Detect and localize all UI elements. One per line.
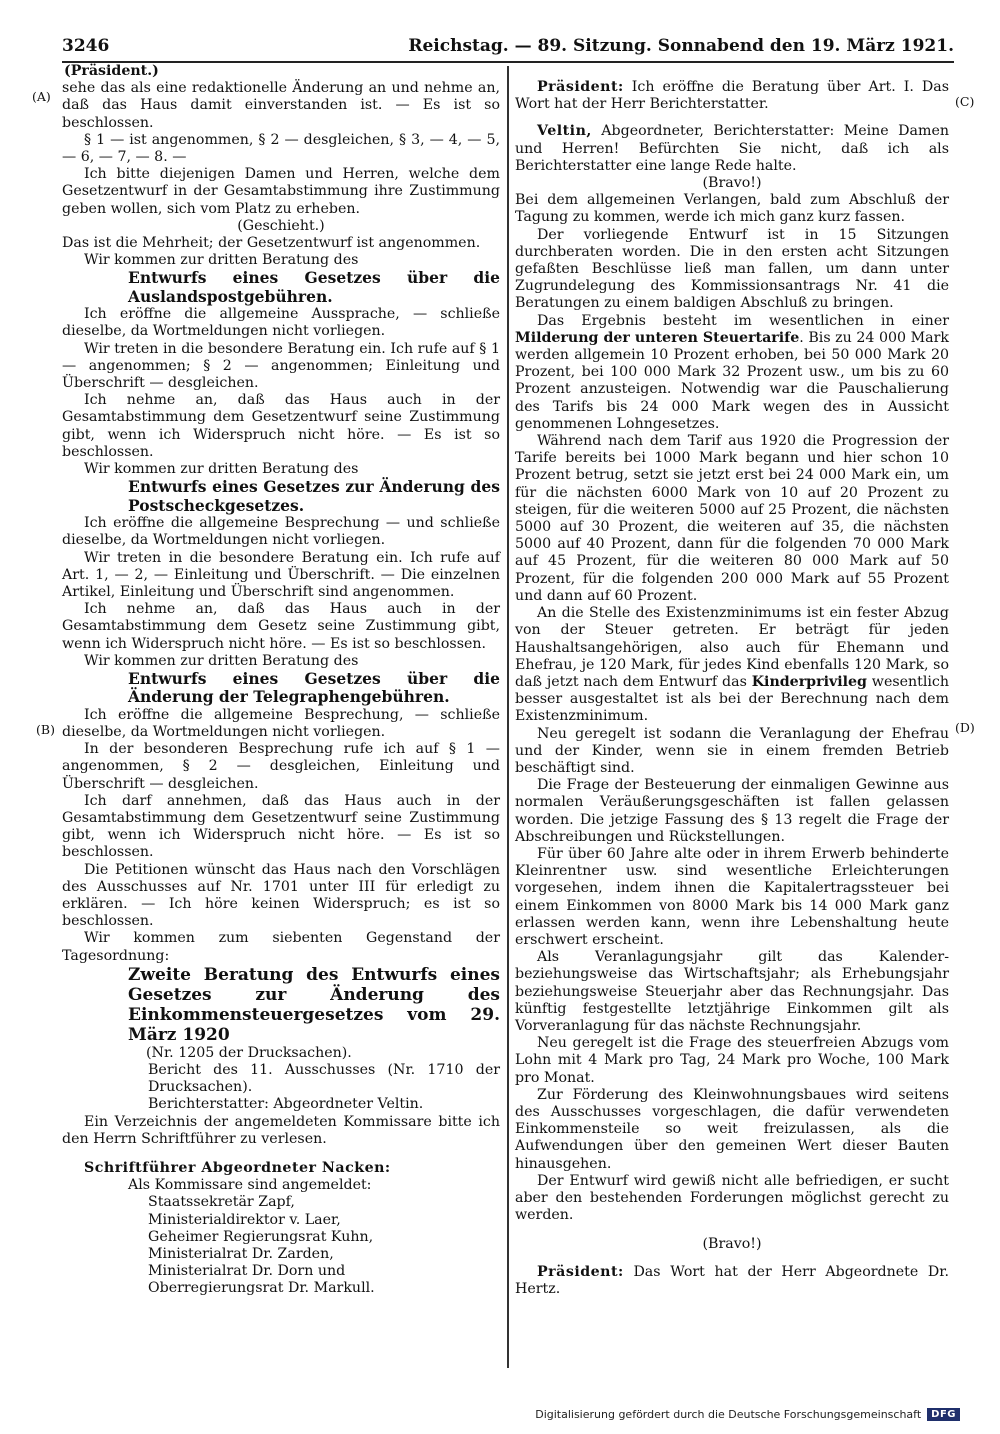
speech-text: wesentlich besser ausgestaltet ist als bei der Berechnung nach dem Existenzminimum. (515, 673, 950, 725)
agenda-item-title: Entwurfs eines Gesetzes über die Änderung der Telegraphengebühren. (128, 668, 500, 707)
paragraph: Die Petitionen wünscht das Haus nach den Vorschlägen des Ausschusses auf Nr. 1701 unter III für erledigt zu erklären. — Ich höre keinen Widerspruch; es ist so beschlossen. (62, 861, 500, 930)
emphasis-text: Kinderprivileg (751, 673, 867, 690)
speaker-line (62, 1160, 500, 1177)
left-column (62, 63, 500, 1298)
digitization-footer (535, 1408, 960, 1421)
funding-note: Digitalisierung gefördert durch die Deutsche Forschungsgemeinschaft (535, 1408, 922, 1421)
agenda-item-title: Zweite Beratung des Entwurfs eines Gesetzes zur Änderung des Einkommensteuergesetzes vom 29. März 1920 (128, 964, 500, 1045)
margin-mark-d: (D) (955, 720, 975, 735)
paragraph (515, 313, 949, 433)
paragraph (515, 79, 949, 113)
paragraph: Der Entwurf wird gewiß nicht alle befriedigen, er sucht aber den bestehenden Forderungen möglichst gerecht zu werden. (515, 1172, 949, 1224)
list-item: Geheimer Regierungsrat Kuhn, (148, 1228, 374, 1245)
paragraph: Ich eröffne die allgemeine Aussprache, — schließe dieselbe, da Wortmeldungen nicht vorliegen. (62, 306, 500, 340)
paragraph: Ich bitte diejenigen Damen und Herren, welche dem Gesetzentwurf in der Gesamtabstimmung ihre Zustimmung geben wollen, sich vom Platz zu erheben. (62, 166, 500, 217)
document-reference: (Nr. 1205 der Drucksachen). (146, 1044, 352, 1061)
running-title: Reichstag. — 89. Sitzung. Sonnabend den 19. März 1921. (408, 36, 954, 56)
speech-text: Abgeordneter, Berichterstatter: Meine Damen und Herren! Befürchten Sie nicht, daß ich als Berichterstatter eine lange Rede halte. (515, 123, 949, 174)
paragraph: Ich eröffne die allgemeine Besprechung — und schließe dieselbe, da Wortmeldungen nicht vorliegen. (62, 515, 500, 549)
paragraph (515, 123, 949, 175)
speech-text: An die Stelle des Existenzminimums ist ein fester Abzug von der Steuer getreten. Er beträgt für jeden Haushaltsangehörigen, also auch für Ehemann und Ehefrau, je 120 Mark, für jedes Kind ebenfalls 120 Mark, so daß jetzt nach dem Entwurf das (515, 605, 949, 690)
paragraph: Als Kommissare sind angemeldet: (128, 1177, 372, 1194)
paragraph (515, 605, 949, 725)
speaker-name: Präsident: (537, 1263, 624, 1280)
paragraph: Das ist die Mehrheit; der Gesetzentwurf ist angenommen. (62, 235, 481, 252)
speaker-name: Veltin, (537, 123, 592, 140)
list-item: Oberregierungsrat Dr. Markull. (148, 1280, 375, 1297)
speaker-continuation: (Präsident.) (64, 63, 159, 79)
stage-direction: (Bravo!) (702, 1236, 762, 1253)
agenda-item-title: Entwurfs eines Gesetzes zur Änderung des Postscheckgesetzes. (128, 477, 500, 515)
paragraph: Während nach dem Tarif aus 1920 die Progression der Tarife bereits bei 1000 Mark begann und hier schon 10 Prozent betrug, setzt sie jetzt erst bei 24 000 Mark ein, um für die nächsten 6000 Mark von 10 auf 20 Prozent zu steigen, für die weiteren 5000 auf 25 Prozent, die nächsten 5000 auf 30 Prozent, die weiteren auf 35, die nächsten 5000 auf 40 Prozent, dann für die folgenden 70 000 Mark auf 45 Prozent, für die weiteren 80 000 Mark auf 50 Prozent, für die folgenden 200 000 Mark auf 55 Prozent und dann auf 60 Prozent. (515, 433, 949, 604)
stage-direction: (Bravo!) (702, 175, 762, 192)
speech-text: Das Ergebnis besteht im wesentlichen in einer (537, 312, 949, 329)
paragraph: Als Veranlagungsjahr gilt das Kalender- beziehungsweise das Wirtschaftsjahr; als Erhebungsjahr beziehungsweise Steuerjahr aber das Rechnungsjahr. Das künftig festgestellte letztjährige Einkommen gilt als Vorveranlagung für das nächste Rechnungsjahr. (515, 949, 949, 1034)
paragraph: Für über 60 Jahre alte oder in ihrem Erwerb behinderte Kleinrentner usw. sind wesentliche Erleichterungen vorgesehen, indem ihnen die Kapitalertragssteuer bei einem Einkommen von 8000 Mark bis 14 000 Mark ganz erlassen werden kann, wenn ihre Lebenshaltung heute erschwert erscheint. (515, 845, 949, 948)
margin-mark-b: (B) (36, 722, 55, 737)
margin-mark-a: (A) (32, 89, 51, 104)
speaker-name: Schriftführer Abgeordneter Nacken: (84, 1160, 391, 1176)
list-item: Ministerialrat Dr. Zarden, (148, 1246, 334, 1263)
paragraph: Ich nehme an, daß das Haus auch in der Gesamtabstimmung dem Gesetzentwurf seine Zustimmung gibt, wenn ich Widerspruch nicht höre. — Es ist so beschlossen. (62, 392, 500, 460)
speech-text: Das Wort hat der Herr Abgeordnete Dr. Hertz. (515, 1263, 950, 1297)
list-item: Ministerialdirektor v. Laer, (148, 1211, 341, 1228)
paragraph: Ich eröffne die allgemeine Besprechung, — schließe dieselbe, da Wortmeldungen nicht vorliegen. (62, 706, 500, 740)
paragraph: Neu geregelt ist die Frage des steuerfreien Abzugs vom Lohn mit 4 Mark pro Tag, 24 Mark pro Woche, 100 Mark pro Monat. (515, 1035, 949, 1086)
stage-direction: (Geschieht.) (237, 217, 325, 234)
paragraph: Der vorliegende Entwurf ist in 15 Sitzungen durchberaten worden. Die in den ersten acht Sitzungen gefaßten Beschlüsse ließ man fallen, um dann unter Zugrundelegung des Kommissionsantrags Nr. 41 die Beratungen zu einem baldigen Abschluß zu bringen. (515, 226, 949, 312)
speech-text: Ich eröffne die Beratung über Art. I. Das Wort hat der Herr Berichterstatter. (515, 79, 949, 113)
column-divider (507, 66, 509, 1368)
paragraph: Ich nehme an, daß das Haus auch in der Gesamtabstimmung dem Gesetz seine Zustimmung gibt, wenn ich Widerspruch nicht höre. — Es ist so beschlossen. (62, 601, 500, 652)
paragraph: Wir kommen zur dritten Beratung des (84, 652, 359, 669)
paragraph: Wir kommen zur dritten Beratung des (84, 252, 359, 269)
paragraph: § 1 — ist angenommen, § 2 — desgleichen, § 3, — 4, — 5, — 6, — 7, — 8. — (62, 131, 500, 166)
paragraph: Die Frage der Besteuerung der einmaligen Gewinne aus normalen Veräußerungsgeschäften ist fallen gelassen worden. Die jetzige Fassung des § 13 regelt die Frage der Abschreibungen und Rückstellungen. (515, 777, 949, 845)
paragraph: Wir kommen zur dritten Beratung des (84, 461, 359, 478)
margin-mark-c: (C) (955, 94, 975, 109)
paragraph (515, 1264, 949, 1298)
list-item: Ministerialrat Dr. Dorn und (148, 1263, 346, 1280)
rapporteur-line: Berichterstatter: Abgeordneter Veltin. (148, 1096, 424, 1113)
page-header (62, 34, 954, 58)
paragraph: Ein Verzeichnis der angemeldeten Kommissare bitte ich den Herrn Schriftführer zu verlesen. (62, 1113, 500, 1147)
paragraph: Bei dem allgemeinen Verlangen, bald zum Abschluß der Tagung zu kommen, werde ich mich ganz kurz fassen. (515, 192, 949, 226)
document-reference: Bericht des 11. Ausschusses (Nr. 1710 der Drucksachen). (148, 1061, 500, 1096)
dfg-logo: DFG (927, 1408, 960, 1421)
list-item: Staatssekretär Zapf, (148, 1194, 295, 1211)
paragraph: Zur Förderung des Kleinwohnungsbaues wird seitens des Ausschusses vorgeschlagen, die dafür verwendeten Einkommensteile so weit freizulassen, als die Aufwendungen über den gemeinen Wert dieser Bauten hinausgehen. (515, 1086, 949, 1172)
paragraph: Neu geregelt ist sodann die Veranlagung der Ehefrau und der Kinder, wenn sie in einem fremden Betrieb beschäftigt sind. (515, 725, 949, 776)
speaker-name: Präsident: (537, 79, 624, 95)
agenda-item-title: Entwurfs eines Gesetzes über die Auslandspostgebühren. (128, 268, 500, 306)
paragraph: In der besonderen Besprechung rufe ich auf § 1 — angenommen, § 2 — desgleichen, Einleitung und Überschrift — desgleichen. (62, 741, 500, 792)
right-column (515, 63, 949, 1298)
paragraph: Wir treten in die besondere Beratung ein. Ich rufe auf Art. 1, — 2, — Einleitung und Überschrift. — Die einzelnen Artikel, Einleitung und Überschrift sind angenommen. (62, 549, 500, 600)
paragraph: Wir kommen zum siebenten Gegenstand der Tagesordnung: (62, 930, 500, 964)
paragraph: sehe das als eine redaktionelle Änderung an und nehme an, daß das Haus damit einverstanden ist. — Es ist so beschlossen. (62, 80, 500, 131)
speech-text: . Bis zu 24 000 Mark werden allgemein 10 Prozent erhoben, bei 50 000 Mark 20 Prozent, bei 100 000 Mark 32 Prozent usw., um bis zu 60 Prozent anzusteigen. Notwendig war die Pauschalierung des Tarifs bis 24 000 Mark wegen des in Aussicht genommenen Lohngesetzes. (515, 329, 949, 432)
paragraph: Ich darf annehmen, daß das Haus auch in der Gesamtabstimmung dem Gesetzentwurf seine Zustimmung gibt, wenn ich Widerspruch nicht höre. — Es ist so beschlossen. (62, 792, 500, 861)
paragraph: Wir treten in die besondere Beratung ein. Ich rufe auf § 1 — angenommen; § 2 — angenommen; Einleitung und Überschrift — desgleichen. (62, 340, 500, 392)
emphasis-text: Milderung der unteren Steuertarife (515, 329, 800, 346)
page-number: 3246 (62, 36, 110, 56)
